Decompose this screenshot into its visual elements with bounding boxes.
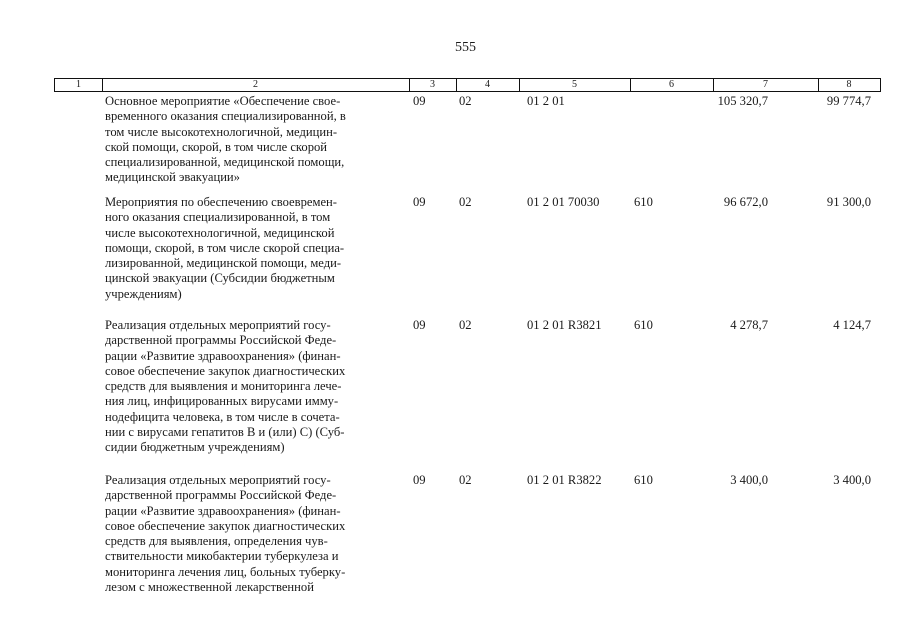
amount-col-8: 99 774,7: [826, 94, 871, 108]
description-line: сидии бюджетным учреждениям): [105, 440, 285, 455]
description-line: специализированной, медицинской помощи,: [105, 155, 345, 170]
description-line: ствительности микобактерии туберкулеза и: [105, 549, 339, 564]
header-col-7: 7: [713, 79, 819, 91]
description-line: нии с вирусами гепатитов В и (или) С) (Суб-: [105, 425, 345, 440]
subsection-code: 02: [459, 195, 472, 209]
header-col-4: 4: [456, 79, 520, 91]
expense-type-code: 610: [634, 318, 653, 332]
amount-col-8: 3 400,0: [833, 473, 871, 487]
row-description: [105, 195, 405, 302]
description-line: ской помощи, скорой, в том числе скорой: [105, 139, 328, 154]
subsection-code: 02: [459, 94, 472, 108]
description-line: рации «Развитие здравоохранения» (финан-: [105, 503, 341, 518]
expense-type-code: 610: [634, 195, 653, 209]
description-line: цинской эвакуации (Субсидии бюджетным: [105, 271, 335, 286]
description-line: Реализация отдельных мероприятий госу-: [105, 473, 331, 487]
section-code: 09: [413, 94, 426, 108]
description-line: ного оказания специализированной, в том: [105, 210, 331, 225]
description-line: дарственной программы Российской Феде-: [105, 488, 337, 503]
target-article-code: 01 2 01: [527, 94, 565, 108]
target-article-code: 01 2 01 R3822: [527, 473, 602, 487]
target-article-code: 01 2 01 R3821: [527, 318, 602, 332]
subsection-code: 02: [459, 318, 472, 332]
amount-col-8: 4 124,7: [833, 318, 871, 332]
section-code: 09: [413, 195, 426, 209]
description-line: мониторинга лечения лиц, больных туберку-: [105, 564, 346, 579]
header-col-1: 1: [55, 79, 103, 91]
page-number: 555: [455, 40, 476, 55]
header-col-8: 8: [818, 79, 881, 91]
description-line: ния лиц, инфицированных вирусами имму-: [105, 394, 339, 409]
row-description: [105, 473, 405, 595]
description-line: том числе высокотехнологичной, медицин-: [105, 124, 338, 139]
section-code: 09: [413, 473, 426, 487]
section-code: 09: [413, 318, 426, 332]
description-line: средств для выявления и мониторинга лече-: [105, 379, 342, 394]
description-line: нодефицита человека, в том числе в сочета-: [105, 409, 340, 424]
amount-col-7: 96 672,0: [723, 195, 768, 209]
row-description: [105, 318, 405, 456]
amount-col-7: 3 400,0: [730, 473, 768, 487]
description-line: числе высокотехнологичной, медицинской: [105, 225, 335, 240]
header-col-5: 5: [519, 79, 631, 91]
amount-col-7: 105 320,7: [717, 94, 768, 108]
description-line: лезом с множественной лекарственной: [105, 580, 314, 595]
description-line: совое обеспечение закупок диагностических: [105, 518, 346, 533]
description-line: помощи, скорой, в том числе скорой специа-: [105, 240, 345, 255]
description-line: средств для выявления, определения чув-: [105, 534, 328, 549]
amount-col-8: 91 300,0: [826, 195, 871, 209]
expense-type-code: 610: [634, 473, 653, 487]
description-line: Основное мероприятие «Обеспечение свое-: [105, 94, 341, 108]
header-col-3: 3: [409, 79, 457, 91]
description-line: лизированной, медицинской помощи, меди-: [105, 256, 342, 271]
description-line: дарственной программы Российской Феде-: [105, 333, 337, 348]
description-line: Мероприятия по обеспечению своевремен-: [105, 195, 337, 209]
header-col-6: 6: [630, 79, 714, 91]
row-description: [105, 94, 405, 186]
description-line: медицинской эвакуации»: [105, 170, 240, 185]
amount-col-7: 4 278,7: [730, 318, 768, 332]
description-line: Реализация отдельных мероприятий госу-: [105, 318, 331, 332]
description-line: совое обеспечение закупок диагностических: [105, 363, 346, 378]
description-line: учреждениям): [105, 286, 182, 301]
subsection-code: 02: [459, 473, 472, 487]
target-article-code: 01 2 01 70030: [527, 195, 600, 209]
table-header: [54, 78, 881, 92]
description-line: рации «Развитие здравоохранения» (финан-: [105, 348, 341, 363]
header-col-2: 2: [102, 79, 410, 91]
description-line: временного оказания специализированной, в: [105, 109, 346, 124]
